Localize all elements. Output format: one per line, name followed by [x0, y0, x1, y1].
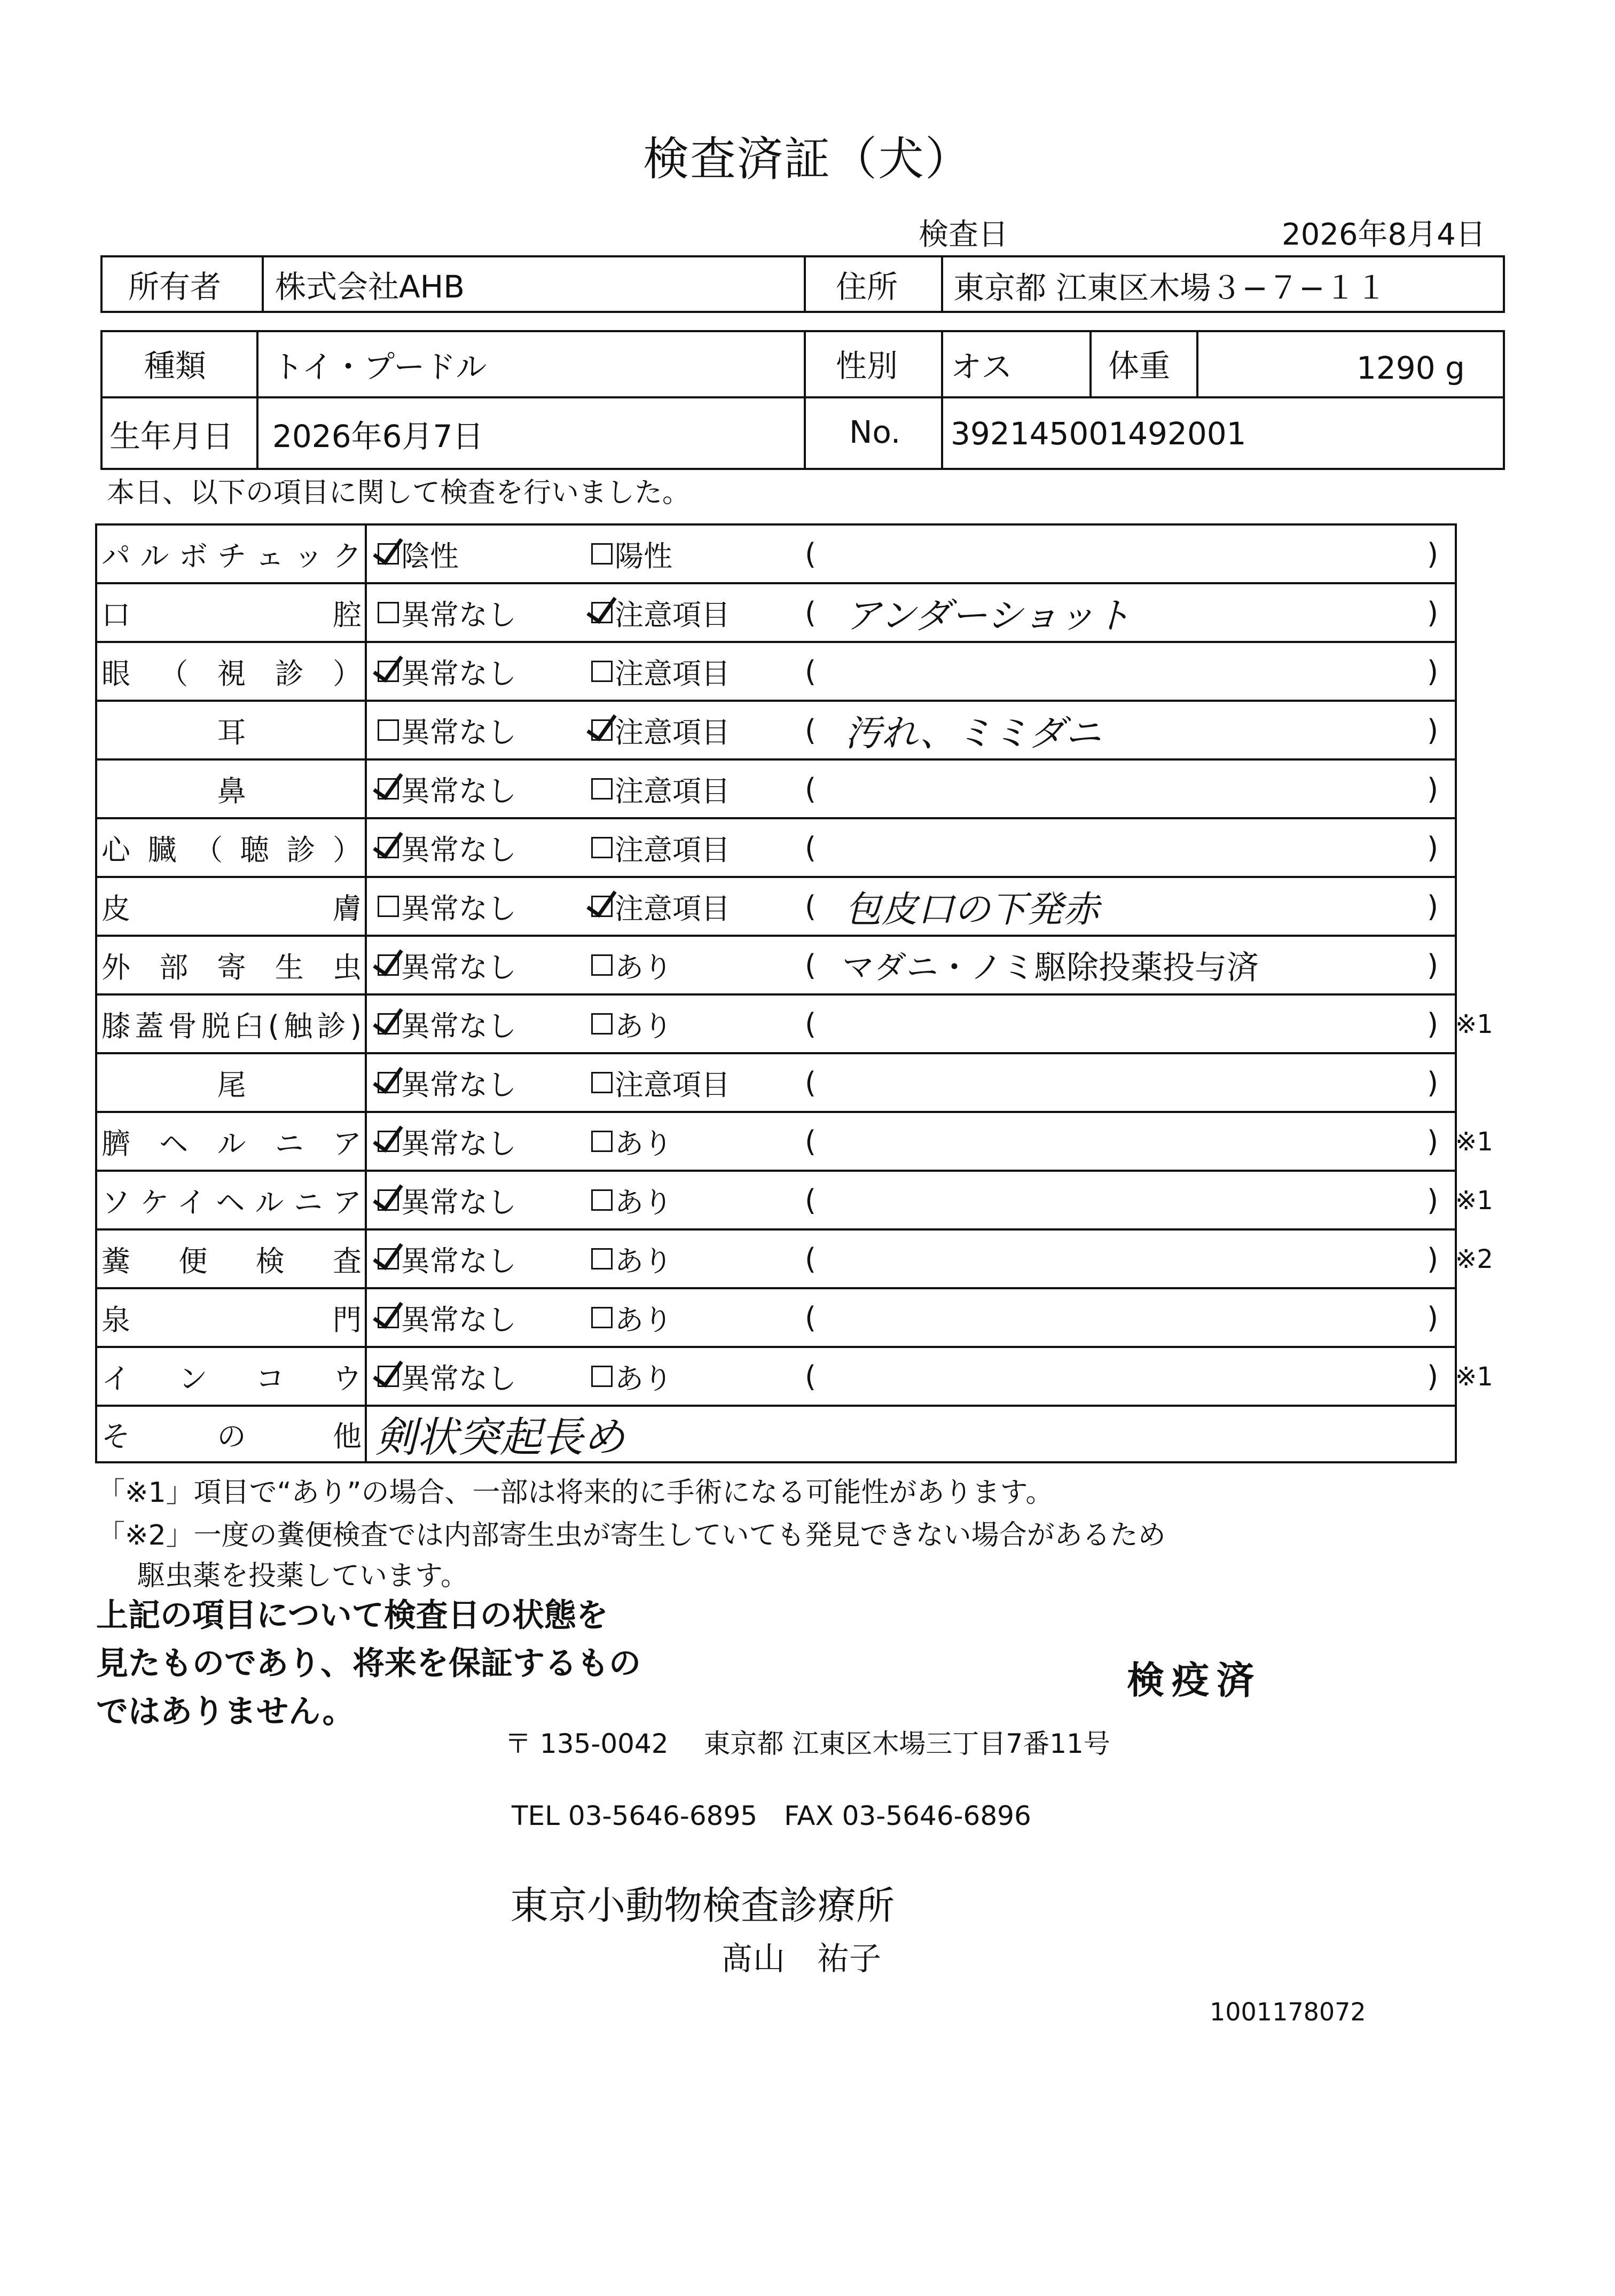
option-2[interactable] [591, 584, 730, 641]
option-1[interactable] [378, 819, 516, 876]
remark: 包皮口の下発赤 [845, 888, 1100, 931]
option-2[interactable] [591, 819, 730, 876]
paren-open: ( [805, 1007, 817, 1041]
row-label: 口 腔 [97, 584, 367, 641]
option-1[interactable] [378, 1231, 516, 1287]
option-label: 異常なし [401, 1303, 516, 1337]
row-label: 鼻 [97, 761, 367, 817]
exam-row [97, 1113, 1455, 1172]
checkbox[interactable] [378, 602, 399, 623]
paren-close: ) [1427, 889, 1439, 923]
breed-value: トイ・プードル [272, 349, 487, 385]
paren-close: ) [1427, 654, 1439, 688]
option-1[interactable] [378, 1348, 516, 1405]
option-label: あり [615, 1126, 672, 1161]
option-1[interactable] [378, 1172, 516, 1228]
exam-row [97, 702, 1455, 761]
option-label: あり [615, 1361, 672, 1396]
row-label: 耳 [97, 702, 367, 758]
checkbox[interactable] [378, 543, 399, 565]
footnote-2: 「※2」一度の糞便検査では内部寄生虫が寄生していても発見できない場合があるため [97, 1519, 1166, 1551]
registration-no-label: No. [849, 414, 901, 450]
registration-no: 392145001492001 [951, 416, 1246, 452]
checkbox[interactable] [378, 1013, 399, 1035]
paren-close: ) [1427, 772, 1439, 806]
paren-open: ( [805, 948, 817, 982]
footnote-2-cont: 駆虫薬を投薬しています。 [137, 1560, 468, 1592]
option-label: 異常なし [401, 774, 516, 808]
row-label: 糞便検査 [97, 1231, 367, 1287]
exam-row [97, 643, 1455, 702]
checkbox[interactable] [591, 837, 613, 858]
checkbox[interactable] [378, 1072, 399, 1093]
checkbox[interactable] [378, 896, 399, 917]
exam-date: 2026年8月4日 [1282, 217, 1486, 252]
birth-label: 生年月日 [109, 418, 234, 455]
sex-label: 性別 [836, 348, 898, 384]
exam-row [97, 1054, 1455, 1113]
paren-close: ) [1427, 948, 1439, 982]
checkbox[interactable] [378, 954, 399, 976]
checkbox[interactable] [591, 1013, 613, 1035]
option-label: 陽性 [615, 539, 672, 573]
row-label: 眼（視診） [97, 643, 367, 700]
paren-close: ) [1427, 1359, 1439, 1393]
exam-row [97, 1172, 1455, 1231]
checkbox[interactable] [591, 1072, 613, 1093]
option-label: あり [615, 1303, 672, 1337]
disclaimer-line-1: 上記の項目について検査日の状態を [96, 1597, 608, 1634]
remark: マダニ・ノミ駆除投薬投与済 [842, 949, 1259, 986]
option-2[interactable] [591, 1231, 672, 1287]
option-label: 注意項目 [615, 833, 730, 867]
row-label: 膝蓋骨脱臼(触診) [97, 996, 367, 1052]
option-2[interactable] [591, 702, 730, 758]
weight-value: 1290 g [1357, 350, 1465, 386]
checkbox[interactable] [591, 954, 613, 976]
doctor-name: 髙山 祐子 [721, 1940, 881, 1978]
exam-row [97, 819, 1455, 878]
option-2[interactable] [591, 937, 672, 993]
checkbox[interactable] [591, 719, 613, 741]
intro-text: 本日、以下の項目に関して検査を行いました。 [107, 477, 691, 509]
footnote-mark: ※1 [1455, 1009, 1493, 1039]
paren-open: ( [805, 595, 817, 630]
paren-close: ) [1427, 595, 1439, 630]
option-1[interactable] [378, 761, 516, 817]
paren-close: ) [1427, 1124, 1439, 1158]
owner-value: 株式会社AHB [275, 269, 465, 305]
exam-row [97, 1348, 1455, 1407]
paren-close: ) [1427, 1065, 1439, 1100]
checkbox[interactable] [591, 1366, 613, 1387]
paren-open: ( [805, 1183, 817, 1217]
option-2[interactable] [591, 761, 730, 817]
clinic-address: 〒 135-0042 東京都 江東区木場三丁目7番11号 [505, 1728, 1110, 1759]
owner-label: 所有者 [128, 269, 222, 305]
checkbox[interactable] [378, 1248, 399, 1270]
checkbox[interactable] [378, 778, 399, 800]
row-label: 尾 [97, 1054, 367, 1111]
footnote-mark: ※1 [1455, 1127, 1493, 1157]
option-label: あり [615, 950, 672, 984]
disclaimer [96, 1592, 641, 1736]
paren-close: ) [1427, 1300, 1439, 1335]
option-2[interactable] [591, 1054, 730, 1111]
option-label: 注意項目 [615, 891, 730, 926]
checkbox[interactable] [378, 1366, 399, 1387]
option-2[interactable] [591, 878, 730, 935]
paren-open: ( [805, 1242, 817, 1276]
option-2[interactable] [591, 1348, 672, 1405]
paren-close: ) [1427, 1183, 1439, 1217]
paren-open: ( [805, 1124, 817, 1158]
exam-table [95, 523, 1457, 1463]
checkbox[interactable] [591, 896, 613, 917]
paren-open: ( [805, 889, 817, 923]
remark: アンダーショット [845, 594, 1131, 637]
option-label: 異常なし [401, 1068, 516, 1102]
option-label: 異常なし [401, 1361, 516, 1396]
exam-row [97, 996, 1455, 1054]
paren-open: ( [805, 1359, 817, 1393]
option-label: 異常なし [401, 1244, 516, 1278]
checkbox[interactable] [378, 719, 399, 741]
exam-row [97, 526, 1455, 584]
checkbox[interactable] [591, 1248, 613, 1270]
option-1[interactable] [378, 1054, 516, 1111]
row-label: その他 [97, 1407, 367, 1461]
document-title: 検査済証（犬） [643, 132, 972, 186]
option-label: あり [615, 1009, 672, 1043]
row-label: パルボチェック [97, 526, 367, 582]
option-label: 異常なし [401, 1009, 516, 1043]
option-2[interactable] [591, 1113, 672, 1170]
option-label: 異常なし [401, 656, 516, 691]
option-label: 異常なし [401, 1185, 516, 1219]
exam-row [97, 937, 1455, 996]
footnote-1: 「※1」項目で“あり”の場合、一部は将来的に手術になる可能性があります。 [97, 1477, 1054, 1509]
option-2[interactable] [591, 1289, 672, 1346]
paren-open: ( [805, 654, 817, 688]
option-label: 異常なし [401, 715, 516, 749]
sex-value: オス [951, 349, 1013, 385]
option-2[interactable] [591, 643, 730, 700]
checkbox[interactable] [591, 661, 613, 682]
row-label: 心臓（聴診） [97, 819, 367, 876]
exam-row [97, 761, 1455, 819]
remark: 汚れ、ミミダニ [845, 712, 1102, 755]
paren-close: ) [1427, 537, 1439, 571]
paren-open: ( [805, 537, 817, 571]
paren-close: ) [1427, 830, 1439, 865]
option-1[interactable] [378, 526, 459, 582]
checkbox[interactable] [591, 602, 613, 623]
option-label: 異常なし [401, 833, 516, 867]
checkbox[interactable] [378, 1307, 399, 1328]
checkbox[interactable] [591, 1131, 613, 1152]
footnote-mark: ※1 [1455, 1186, 1493, 1216]
paren-close: ) [1427, 1242, 1439, 1276]
option-2[interactable] [591, 1172, 672, 1228]
checkbox[interactable] [378, 1131, 399, 1152]
exam-date-label: 検査日 [919, 217, 1008, 252]
footnote-mark: ※1 [1455, 1362, 1493, 1392]
breed-label: 種類 [144, 348, 207, 384]
option-label: 異常なし [401, 1126, 516, 1161]
disclaimer-line-3: ではありません。 [96, 1693, 355, 1730]
other-row [97, 1407, 1455, 1461]
option-1[interactable] [378, 996, 516, 1052]
option-label: 異常なし [401, 950, 516, 984]
option-2[interactable] [591, 996, 672, 1052]
option-label: 異常なし [401, 598, 516, 632]
clinic-name: 東京小動物検査診療所 [510, 1883, 895, 1928]
paren-close: ) [1427, 1007, 1439, 1041]
address-label: 住所 [836, 269, 898, 305]
clinic-phone: TEL 03-5646-6895 FAX 03-5646-6896 [512, 1800, 1031, 1831]
exam-row [97, 1289, 1455, 1348]
option-label: 注意項目 [615, 1068, 730, 1102]
option-2[interactable] [591, 526, 672, 582]
option-1[interactable] [378, 937, 516, 993]
row-label: 泉 門 [97, 1289, 367, 1346]
serial-number: 1001178072 [1210, 1997, 1366, 2026]
address-value: 東京都 江東区木場３−７−１１ [953, 270, 1387, 306]
option-label: 陰性 [401, 539, 459, 573]
birth-value: 2026年6月7日 [272, 418, 484, 455]
option-label: 異常なし [401, 891, 516, 926]
weight-label: 体重 [1108, 348, 1171, 384]
paren-open: ( [805, 1300, 817, 1335]
disclaimer-line-2: 見たものであり、将来を保証するもの [96, 1645, 641, 1682]
option-label: あり [615, 1185, 672, 1219]
checkbox[interactable] [591, 543, 613, 565]
row-label: 皮 膚 [97, 878, 367, 935]
option-label: 注意項目 [615, 656, 730, 691]
option-1[interactable] [378, 878, 516, 935]
option-label: あり [615, 1244, 672, 1278]
option-label: 注意項目 [615, 715, 730, 749]
other-note: 剣状突起長め [375, 1414, 625, 1462]
exam-row [97, 878, 1455, 937]
option-label: 注意項目 [615, 774, 730, 808]
checkbox[interactable] [378, 661, 399, 682]
row-label: 外部寄生虫 [97, 937, 367, 993]
row-label: 臍ヘルニア [97, 1113, 367, 1170]
exam-row [97, 1231, 1455, 1289]
option-label: 注意項目 [615, 598, 730, 632]
option-1[interactable] [378, 584, 516, 641]
checkbox[interactable] [378, 1189, 399, 1211]
row-label: ソケイヘルニア [97, 1172, 367, 1228]
paren-open: ( [805, 1065, 817, 1100]
exam-row [97, 584, 1455, 643]
option-1[interactable] [378, 1289, 516, 1346]
checkbox[interactable] [378, 837, 399, 858]
option-1[interactable] [378, 643, 516, 700]
checkbox[interactable] [591, 1189, 613, 1211]
footnote-mark: ※2 [1455, 1244, 1493, 1274]
checkbox[interactable] [591, 778, 613, 800]
paren-close: ) [1427, 713, 1439, 747]
paren-open: ( [805, 830, 817, 865]
option-1[interactable] [378, 702, 516, 758]
quarantine-stamp: 検疫済 [1127, 1658, 1261, 1702]
option-1[interactable] [378, 1113, 516, 1170]
row-label: インコウ [97, 1348, 367, 1405]
paren-open: ( [805, 772, 817, 806]
paren-open: ( [805, 713, 817, 747]
checkbox[interactable] [591, 1307, 613, 1328]
